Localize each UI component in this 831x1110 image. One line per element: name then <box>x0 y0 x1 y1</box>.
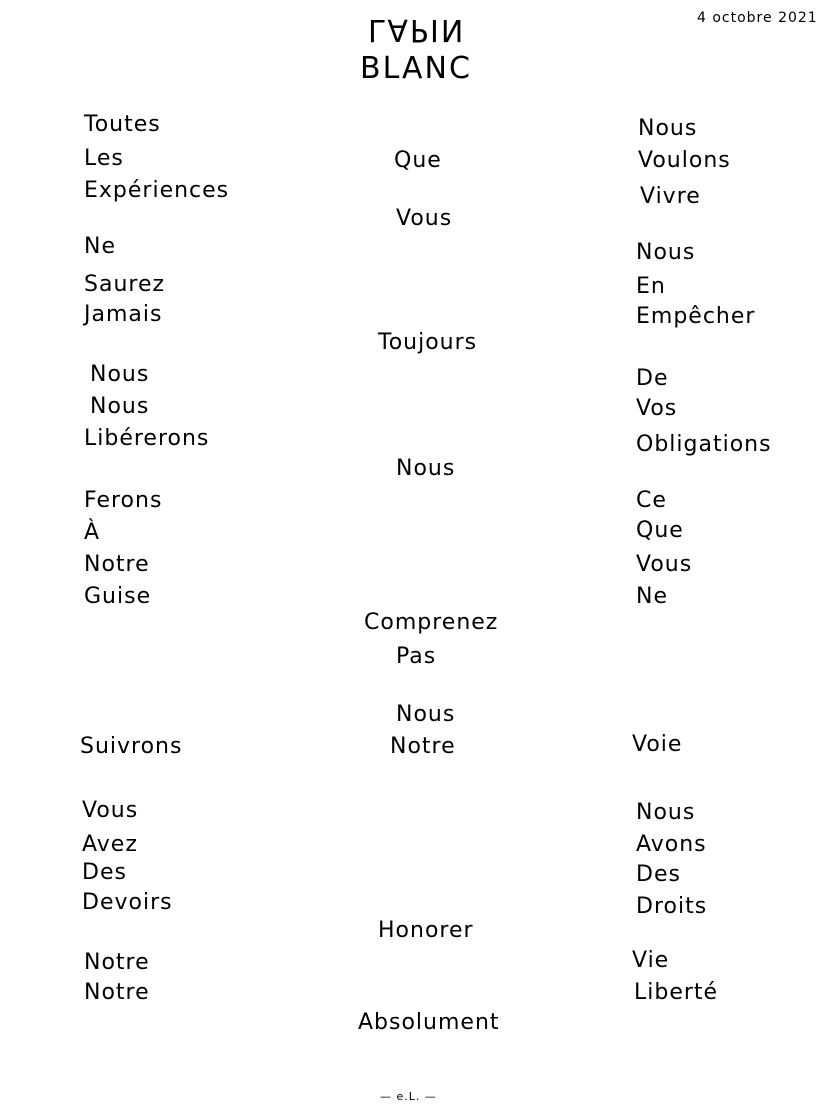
right-word: Ce <box>636 488 667 513</box>
right-word: De <box>636 366 669 391</box>
right-word: Vous <box>636 552 693 577</box>
signature: — e.L. — <box>380 1090 437 1103</box>
center-word: Honorer <box>378 918 474 943</box>
right-word: Vie <box>632 948 670 973</box>
left-word: Des <box>82 860 127 885</box>
center-word: Toujours <box>378 330 478 355</box>
right-word: Nous <box>636 240 696 265</box>
left-word: Avez <box>82 832 138 857</box>
right-word: Nous <box>636 800 696 825</box>
left-word: Notre <box>84 950 150 975</box>
center-word: Que <box>394 148 442 173</box>
left-word: Libérerons <box>84 426 210 451</box>
date: 4 octobre 2021 <box>697 10 818 26</box>
left-word: Guise <box>84 584 152 609</box>
left-word: Les <box>84 146 124 171</box>
right-word: Droits <box>636 894 708 919</box>
center-word: Absolument <box>358 1010 500 1035</box>
right-word: Voulons <box>638 148 731 173</box>
left-word: Nous <box>90 362 150 387</box>
center-word: Vous <box>396 206 453 231</box>
center-word: Notre <box>390 734 456 759</box>
right-word: Liberté <box>634 980 719 1005</box>
center-word: Pas <box>396 644 437 669</box>
left-word: Ferons <box>84 488 163 513</box>
left-word: Vous <box>82 798 139 823</box>
left-word: Devoirs <box>82 890 173 915</box>
right-word: Nous <box>638 116 698 141</box>
right-word: En <box>636 274 666 299</box>
left-word: Toutes <box>84 112 161 137</box>
left-word: Ne <box>84 234 116 259</box>
center-word: Nous <box>396 456 456 481</box>
right-word: Voie <box>632 732 683 757</box>
right-word: Ne <box>636 584 668 609</box>
right-word: Des <box>636 862 681 887</box>
center-word: Comprenez <box>364 610 499 635</box>
right-word: Vivre <box>640 184 701 209</box>
left-word: Suivrons <box>80 734 183 759</box>
right-word: Avons <box>636 832 707 857</box>
center-word: Nous <box>396 702 456 727</box>
right-word: Que <box>636 518 684 543</box>
left-word: À <box>84 520 101 545</box>
left-word: Expériences <box>84 178 230 203</box>
right-word: Obligations <box>636 432 772 457</box>
title-line-1: LAPIN <box>368 12 466 47</box>
left-word: Saurez <box>84 272 166 297</box>
left-word: Nous <box>90 394 150 419</box>
left-word: Notre <box>84 980 150 1005</box>
title-line-2: BLANC <box>360 51 472 86</box>
right-word: Vos <box>636 396 678 421</box>
left-word: Notre <box>84 552 150 577</box>
left-word: Jamais <box>84 302 163 327</box>
right-word: Empêcher <box>636 304 756 329</box>
